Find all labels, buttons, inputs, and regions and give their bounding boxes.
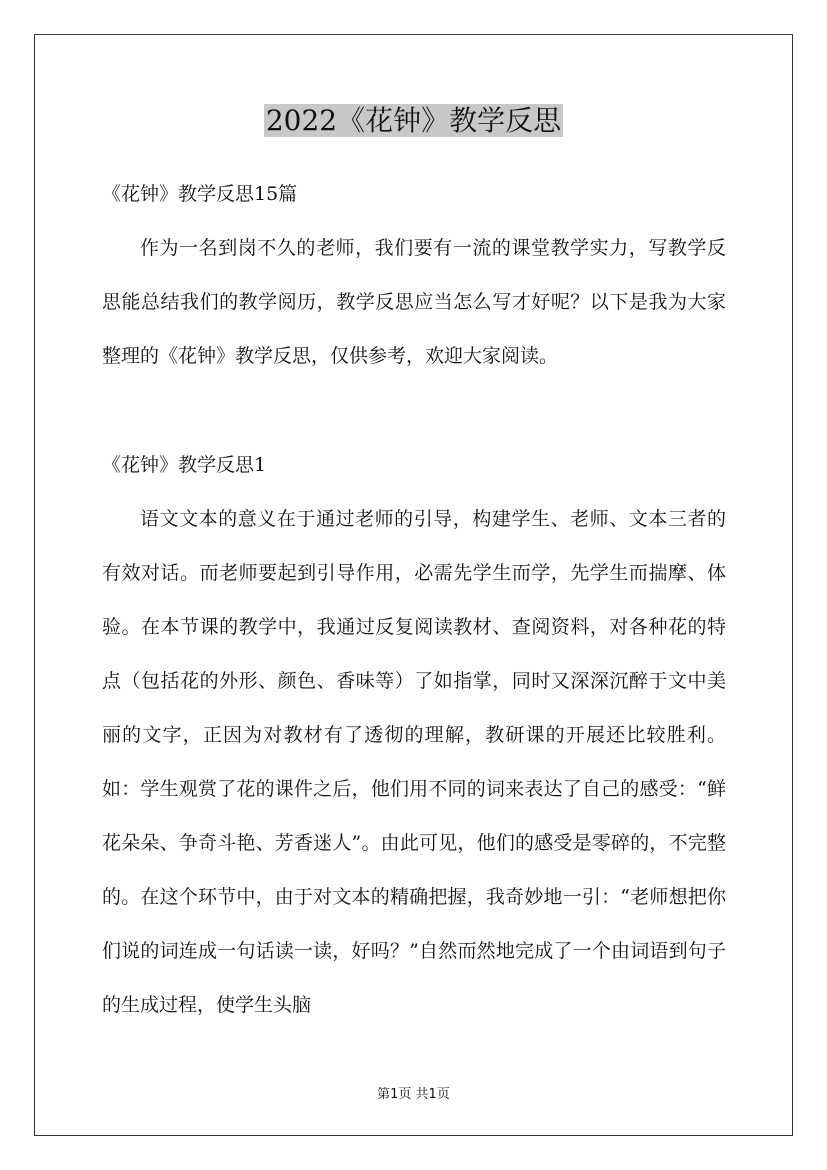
page-number-footer: 第1页 共1页 <box>377 1087 450 1102</box>
intro-paragraph: 作为一名到岗不久的老师，我们要有一流的课堂教学实力，写教学反思能总结我们的教学阅历，教学反思应当怎么写才好呢？以下是我为大家整理的《花钟》教学反思，仅供参考，欢迎大家阅读。 <box>102 237 726 367</box>
document-title-text: 2022《花钟》教学反思 <box>265 104 562 137</box>
document-title <box>0 100 827 142</box>
section-paragraph: 语文文本的意义在于通过老师的引导，构建学生、老师、文本三者的有效对话。而老师要起到引导作用，必需先学生而学，先学生而揣摩、体验。在本节课的教学中，我通过反复阅读教材、查阅资料，对各种花的特点（包括花的外形、颜色、香味等）了如指掌，同时又深深沉醉于文中美丽的文字，正因为对教材有了透彻的理解，教研课的开展还比较胜利。如：学生观赏了花的课件之后，他们用不同的词来表达了自己的感受：“鲜花朵朵、争奇斗艳、芳香迷人”。由此可见，他们的感受是零碎的，不完整的。在这个环节中，由于对文本的精确把握，我奇妙地一引：“老师想把你们说的词连成一句话读一读，好吗？”自然而然地完成了一个由词语到句子的生成过程，使学生头脑 <box>102 508 726 1016</box>
section-body-block <box>102 492 726 1032</box>
section-heading: 《花钟》教学反思1 <box>102 454 267 476</box>
intro-paragraph-block <box>102 221 726 383</box>
document-subtitle: 《花钟》教学反思15篇 <box>102 183 298 205</box>
